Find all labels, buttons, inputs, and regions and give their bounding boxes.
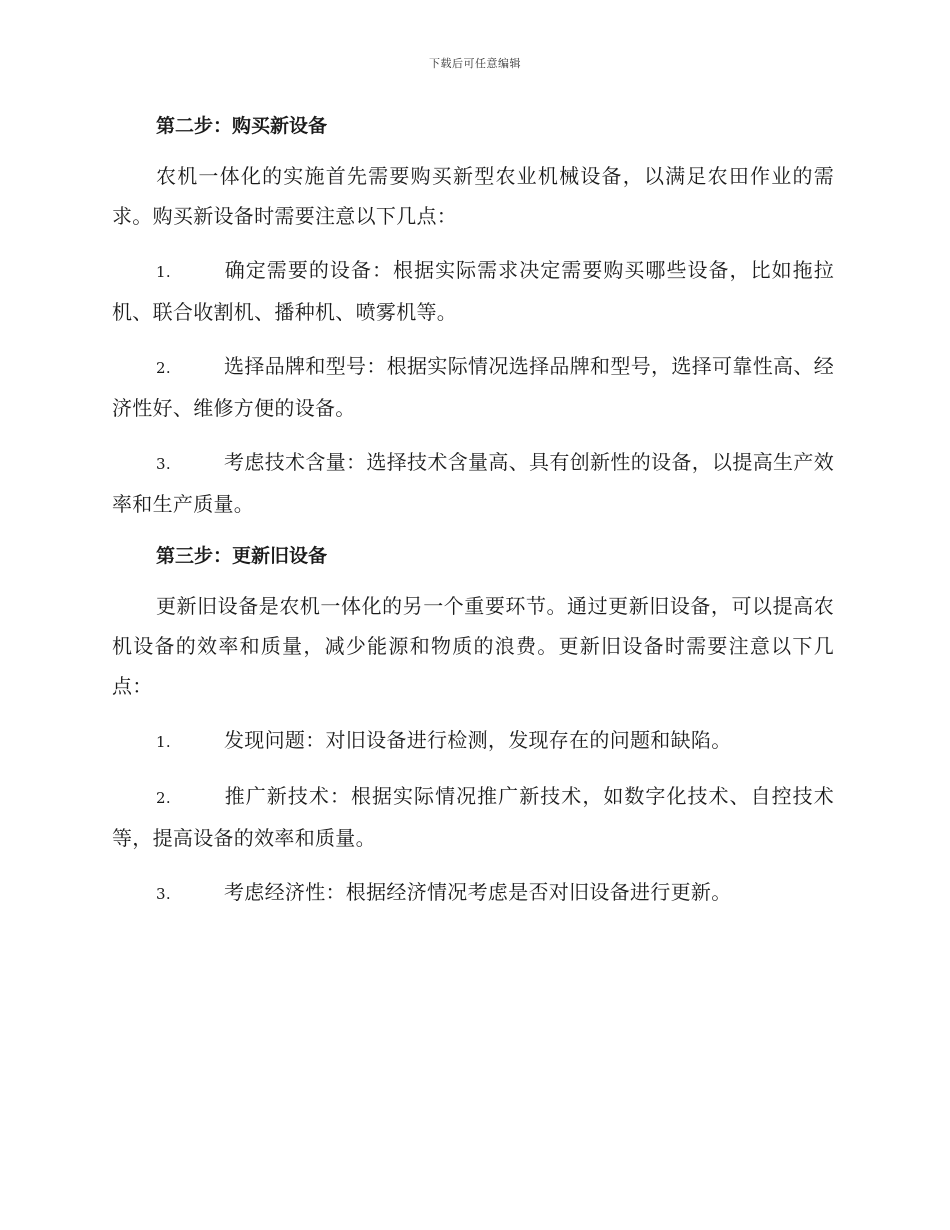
list-item-text: 考虑经济性：根据经济情况考虑是否对旧设备进行更新。 (224, 880, 732, 904)
section-intro: 农机一体化的实施首先需要购买新型农业机械设备，以满足农田作业的需求。购买新设备时需要注意以下几点： (112, 164, 834, 228)
list-item (112, 250, 834, 332)
list-item (112, 776, 834, 858)
section-heading: 第二步：购买新设备 (156, 115, 328, 137)
list-item-number: 3. (156, 885, 171, 903)
list-item (112, 872, 834, 914)
list-item-number: 3. (156, 455, 171, 473)
section-intro: 更新旧设备是农机一体化的另一个重要环节。通过更新旧设备，可以提高农机设备的效率和质量，减少能源和物质的浪费。更新旧设备时需要注意以下几点： (112, 594, 834, 698)
list-item-text: 选择品牌和型号：根据实际情况选择品牌和型号，选择可靠性高、经济性好、维修方便的设备。 (112, 354, 834, 420)
list-item (112, 442, 834, 524)
document-body (112, 112, 834, 928)
section-heading: 第三步：更新旧设备 (156, 545, 328, 567)
header-note: 下载后可任意编辑 (429, 57, 521, 70)
list-item-text: 考虑技术含量：选择技术含量高、具有创新性的设备，以提高生产效率和生产质量。 (112, 450, 834, 516)
list-item (112, 346, 834, 428)
list-item-number: 2. (156, 359, 171, 377)
list-item-number: 1. (156, 733, 171, 751)
list-item (112, 720, 834, 762)
list-item-number: 2. (156, 789, 171, 807)
list-item-text: 确定需要的设备：根据实际需求决定需要购买哪些设备，比如拖拉机、联合收割机、播种机、喷雾机等。 (112, 258, 834, 324)
list-item-text: 发现问题：对旧设备进行检测，发现存在的问题和缺陷。 (224, 728, 732, 752)
list-item-number: 1. (156, 263, 171, 281)
list-item-text: 推广新技术：根据实际情况推广新技术，如数字化技术、自控技术等，提高设备的效率和质量。 (112, 784, 834, 850)
